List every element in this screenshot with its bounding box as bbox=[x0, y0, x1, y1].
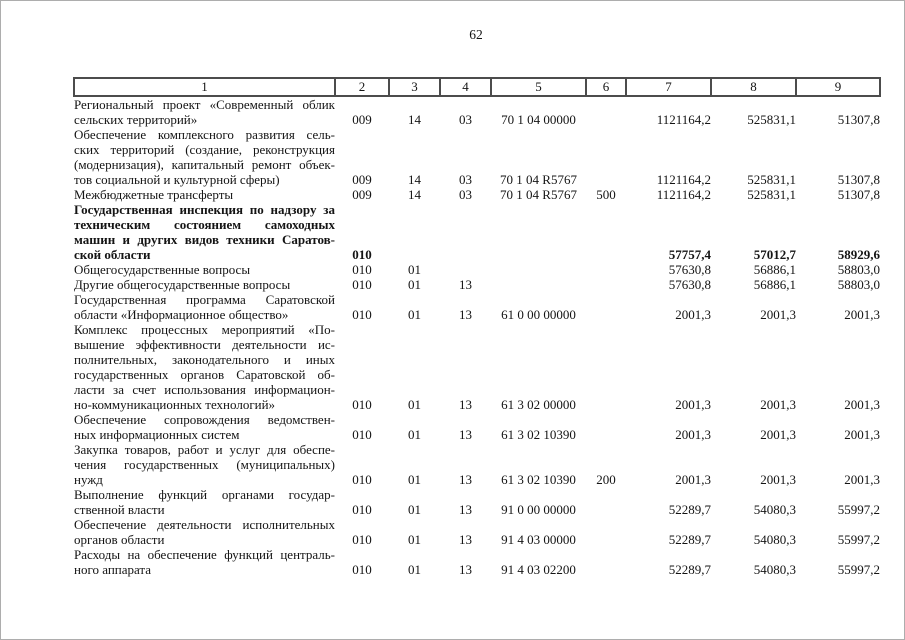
cell-col8: 525831,1 bbox=[747, 187, 796, 202]
row-label-line: техническим состоянием самоходных bbox=[74, 217, 335, 232]
row-label bbox=[74, 277, 335, 292]
cell-col4: 13 bbox=[459, 427, 472, 442]
row-label bbox=[74, 292, 335, 322]
cell-col8: 56886,1 bbox=[753, 262, 796, 277]
row-label bbox=[74, 412, 335, 442]
row-label bbox=[74, 127, 335, 187]
cell-col5 bbox=[491, 262, 586, 277]
row-label-line: Общегосударственные вопросы bbox=[74, 262, 251, 277]
cell-col7: 57630,8 bbox=[668, 262, 711, 277]
cell-col5: 91 0 00 00000 bbox=[501, 502, 576, 517]
cell-col3: 01 bbox=[408, 532, 421, 547]
table-row bbox=[74, 547, 880, 577]
row-label-line: полнительных, законодательного и иных bbox=[74, 352, 335, 367]
cell-col3: 01 bbox=[408, 472, 421, 487]
cell-col5: 70 1 04 R5767 bbox=[500, 172, 577, 187]
row-label-line: государственных органов Саратовской об- bbox=[74, 367, 335, 382]
cell-col9: 55997,2 bbox=[837, 562, 880, 577]
row-label-line: ного аппарата bbox=[74, 562, 152, 577]
column-header: 7 bbox=[626, 78, 711, 96]
table-row bbox=[74, 517, 880, 547]
cell-col4: 13 bbox=[459, 472, 472, 487]
column-header: 9 bbox=[796, 78, 880, 96]
cell-col2: 010 bbox=[352, 532, 372, 547]
cell-col5 bbox=[491, 202, 586, 262]
row-label-line: Обеспечение комплексного развития сель- bbox=[74, 127, 335, 142]
cell-col7: 52289,7 bbox=[668, 532, 711, 547]
row-label-line: но-коммуникационных технологий» bbox=[74, 397, 276, 412]
cell-col8: 2001,3 bbox=[760, 307, 796, 322]
table-row bbox=[74, 187, 880, 202]
cell-col2: 010 bbox=[352, 562, 372, 577]
row-label-line: Расходы на обеспечение функций централь- bbox=[74, 547, 335, 562]
column-header: 4 bbox=[440, 78, 491, 96]
cell-col6 bbox=[586, 277, 626, 292]
row-label bbox=[74, 442, 335, 487]
cell-col9: 2001,3 bbox=[844, 397, 880, 412]
row-label-line: тов социальной и культурной сферы) bbox=[74, 172, 280, 187]
cell-col5: 70 1 04 R5767 bbox=[500, 187, 577, 202]
row-label-line: Обеспечение деятельности исполнительных bbox=[74, 517, 335, 532]
cell-col7: 52289,7 bbox=[668, 502, 711, 517]
row-label-line: чения государственных (муниципальных) bbox=[74, 457, 335, 472]
cell-col7: 1121164,2 bbox=[656, 112, 711, 127]
cell-col2: 009 bbox=[352, 112, 372, 127]
table-row bbox=[74, 292, 880, 322]
cell-col9: 51307,8 bbox=[837, 187, 880, 202]
row-label bbox=[74, 187, 335, 202]
cell-col6: 200 bbox=[596, 472, 616, 487]
cell-col7: 2001,3 bbox=[675, 397, 711, 412]
cell-col8: 525831,1 bbox=[747, 172, 796, 187]
table-body bbox=[74, 96, 880, 577]
row-label-line: ласти за счет использования информацион- bbox=[74, 382, 335, 397]
cell-col6 bbox=[586, 292, 626, 322]
cell-col2: 010 bbox=[352, 262, 372, 277]
cell-col3: 01 bbox=[408, 277, 421, 292]
cell-col9: 55997,2 bbox=[837, 502, 880, 517]
row-label bbox=[74, 517, 335, 547]
cell-col3: 01 bbox=[408, 307, 421, 322]
cell-col3: 01 bbox=[408, 502, 421, 517]
row-label bbox=[74, 262, 335, 277]
column-header: 8 bbox=[711, 78, 796, 96]
row-label-line: Обеспечение сопровождения ведомствен- bbox=[74, 412, 335, 427]
budget-table bbox=[73, 77, 881, 577]
column-header: 2 bbox=[335, 78, 389, 96]
cell-col8: 525831,1 bbox=[747, 112, 796, 127]
cell-col5: 61 3 02 10390 bbox=[501, 472, 576, 487]
cell-col2: 010 bbox=[352, 502, 372, 517]
cell-col4: 13 bbox=[459, 502, 472, 517]
cell-col5: 61 3 02 00000 bbox=[501, 397, 576, 412]
cell-col6 bbox=[586, 96, 626, 127]
row-label bbox=[74, 322, 335, 412]
row-label-line: Закупка товаров, работ и услуг для обеспе- bbox=[74, 442, 335, 457]
row-label-line: Комплекс процессных мероприятий «По- bbox=[74, 322, 335, 337]
cell-col6 bbox=[586, 547, 626, 577]
table-row bbox=[74, 202, 880, 262]
table-row bbox=[74, 322, 880, 412]
cell-col4: 03 bbox=[459, 187, 472, 202]
cell-col4: 13 bbox=[459, 307, 472, 322]
cell-col6 bbox=[586, 517, 626, 547]
row-label-line: ской области bbox=[74, 247, 151, 262]
row-label-line: Другие общегосударственные вопросы bbox=[74, 277, 291, 292]
table-row bbox=[74, 487, 880, 517]
cell-col7: 2001,3 bbox=[675, 307, 711, 322]
cell-col4: 13 bbox=[459, 562, 472, 577]
header-row bbox=[74, 78, 880, 96]
cell-col7: 52289,7 bbox=[668, 562, 711, 577]
cell-col4: 13 bbox=[459, 277, 472, 292]
table-row bbox=[74, 127, 880, 187]
cell-col2: 010 bbox=[352, 472, 372, 487]
row-label bbox=[74, 96, 335, 127]
cell-col5: 61 0 00 00000 bbox=[501, 307, 576, 322]
row-label-line: органов области bbox=[74, 532, 165, 547]
cell-col3: 14 bbox=[408, 172, 421, 187]
cell-col5: 70 1 04 00000 bbox=[501, 112, 576, 127]
cell-col7: 2001,3 bbox=[675, 472, 711, 487]
table-row bbox=[74, 412, 880, 442]
row-label-line: области «Информационное общество» bbox=[74, 307, 289, 322]
row-label-line: вышение эффективности деятельности ис- bbox=[74, 337, 335, 352]
cell-col8: 54080,3 bbox=[753, 502, 796, 517]
cell-col9: 58803,0 bbox=[837, 277, 880, 292]
cell-col5: 91 4 03 00000 bbox=[501, 532, 576, 547]
cell-col8: 54080,3 bbox=[753, 562, 796, 577]
cell-col9: 2001,3 bbox=[844, 472, 880, 487]
cell-col2: 010 bbox=[352, 307, 372, 322]
table-row bbox=[74, 96, 880, 127]
cell-col5: 61 3 02 10390 bbox=[501, 427, 576, 442]
cell-col7: 2001,3 bbox=[675, 427, 711, 442]
cell-col9: 2001,3 bbox=[844, 307, 880, 322]
column-header: 5 bbox=[491, 78, 586, 96]
cell-col8: 2001,3 bbox=[760, 397, 796, 412]
cell-col2: 010 bbox=[352, 427, 372, 442]
row-label-line: ских территорий (создание, реконструкция bbox=[74, 142, 335, 157]
cell-col6 bbox=[586, 412, 626, 442]
cell-col6 bbox=[586, 262, 626, 277]
cell-col3: 14 bbox=[408, 112, 421, 127]
row-label-line: Государственная программа Саратовской bbox=[74, 292, 335, 307]
column-header: 3 bbox=[389, 78, 440, 96]
row-label-line: Региональный проект «Современный облик bbox=[74, 97, 335, 112]
cell-col3: 14 bbox=[408, 187, 421, 202]
row-label-line: (модернизация), капитальный ремонт объек- bbox=[74, 157, 335, 172]
row-label-line: нужд bbox=[74, 472, 103, 487]
cell-col7: 1121164,2 bbox=[656, 172, 711, 187]
cell-col8: 56886,1 bbox=[753, 277, 796, 292]
row-label bbox=[74, 202, 335, 262]
column-header: 6 bbox=[586, 78, 626, 96]
cell-col9: 58929,6 bbox=[837, 247, 880, 262]
cell-col6: 500 bbox=[596, 187, 616, 202]
cell-col9: 2001,3 bbox=[844, 427, 880, 442]
cell-col7: 1121164,2 bbox=[656, 187, 711, 202]
table-row bbox=[74, 262, 880, 277]
row-label-line: ственной власти bbox=[74, 502, 165, 517]
cell-col3: 01 bbox=[408, 262, 421, 277]
cell-col8: 2001,3 bbox=[760, 472, 796, 487]
page-number: 62 bbox=[469, 27, 483, 42]
cell-col8: 57012,7 bbox=[753, 247, 796, 262]
cell-col4: 13 bbox=[459, 397, 472, 412]
cell-col6 bbox=[586, 322, 626, 412]
cell-col2: 010 bbox=[352, 397, 372, 412]
row-label bbox=[74, 487, 335, 517]
cell-col4 bbox=[440, 202, 491, 262]
row-label bbox=[74, 547, 335, 577]
cell-col2: 009 bbox=[352, 187, 372, 202]
cell-col4 bbox=[440, 262, 491, 277]
cell-col9: 58803,0 bbox=[837, 262, 880, 277]
row-label-line: ных информационных систем bbox=[74, 427, 240, 442]
cell-col5: 91 4 03 02200 bbox=[501, 562, 576, 577]
cell-col3: 01 bbox=[408, 562, 421, 577]
cell-col3 bbox=[389, 202, 440, 262]
cell-col6 bbox=[586, 127, 626, 187]
column-header: 1 bbox=[74, 78, 335, 96]
cell-col5 bbox=[491, 277, 586, 292]
cell-col2: 010 bbox=[352, 277, 372, 292]
table-row bbox=[74, 277, 880, 292]
cell-col7: 57630,8 bbox=[668, 277, 711, 292]
cell-col6 bbox=[586, 487, 626, 517]
cell-col9: 55997,2 bbox=[837, 532, 880, 547]
cell-col2: 009 bbox=[352, 172, 372, 187]
cell-col9: 51307,8 bbox=[837, 172, 880, 187]
cell-col3: 01 bbox=[408, 397, 421, 412]
row-label-line: машин и других видов техники Саратов- bbox=[74, 232, 335, 247]
row-label-line: Государственная инспекция по надзору за bbox=[74, 202, 335, 217]
cell-col9: 51307,8 bbox=[837, 112, 880, 127]
cell-col4: 03 bbox=[459, 172, 472, 187]
cell-col2: 010 bbox=[352, 247, 372, 262]
table-row bbox=[74, 442, 880, 487]
cell-col7: 57757,4 bbox=[668, 247, 711, 262]
row-label-line: Межбюджетные трансферты bbox=[74, 187, 234, 202]
cell-col8: 54080,3 bbox=[753, 532, 796, 547]
cell-col4: 03 bbox=[459, 112, 472, 127]
cell-col4: 13 bbox=[459, 532, 472, 547]
cell-col8: 2001,3 bbox=[760, 427, 796, 442]
row-label-line: сельских территорий» bbox=[74, 112, 198, 127]
row-label-line: Выполнение функций органами государ- bbox=[74, 487, 335, 502]
cell-col3: 01 bbox=[408, 427, 421, 442]
cell-col6 bbox=[586, 202, 626, 262]
